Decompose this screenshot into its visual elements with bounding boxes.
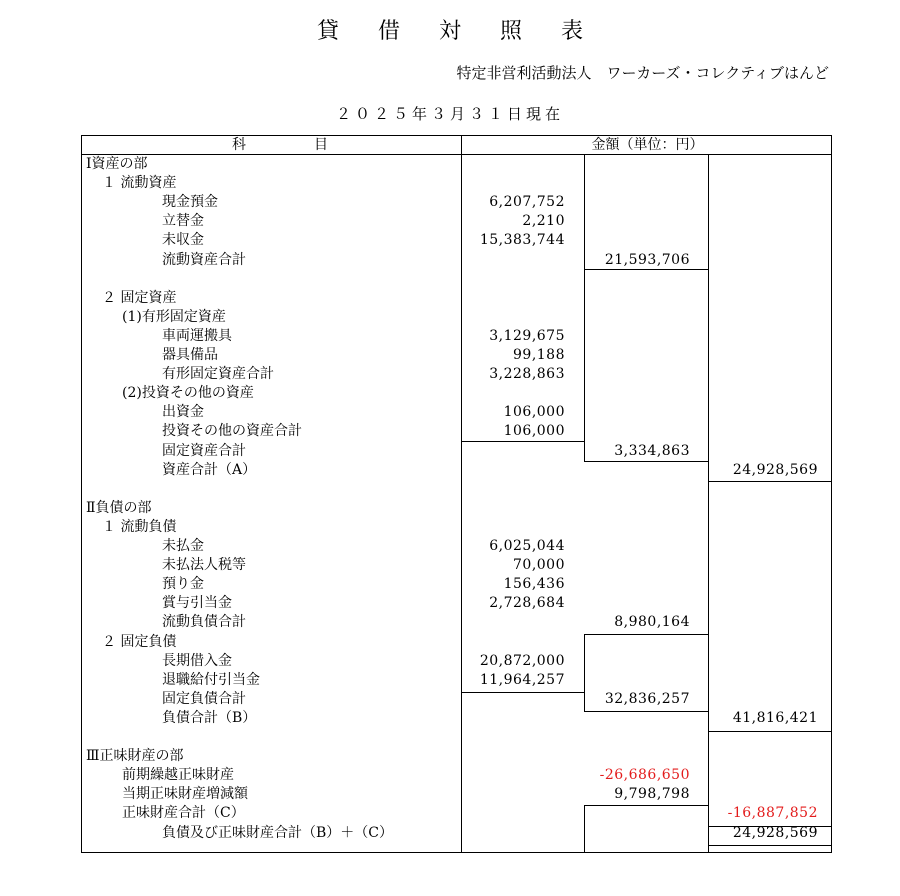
amount-c1: 156,436 (503, 576, 565, 593)
table-row (82, 308, 831, 327)
header-amount: 金額（単位：円） (591, 137, 704, 153)
amount-c3: 41,816,421 (732, 709, 818, 726)
row-label: 未払法人税等 (162, 557, 246, 574)
as-of-date: ２０２５年３月３１日現在 (335, 105, 564, 123)
row-label: 投資その他の資産合計 (162, 423, 302, 440)
header-subject-char-1: 科 (232, 137, 246, 153)
amount-c2: 9,798,798 (614, 786, 690, 803)
row-label: (1)有形固定資産 (122, 308, 226, 325)
row-label: ２ 固定負債 (102, 633, 177, 650)
row-label: 未払金 (162, 538, 204, 554)
row-label: 固定資産合計 (162, 442, 246, 459)
row-label: Ⅲ正味財産の部 (86, 748, 184, 765)
table-row (82, 346, 831, 365)
amount-c2: 32,836,257 (604, 690, 690, 707)
table-row (82, 824, 831, 843)
row-label: 負債合計（B） (162, 709, 257, 726)
table-row (82, 480, 831, 499)
table-row (82, 747, 831, 766)
table-row (82, 403, 831, 422)
table-row (82, 633, 831, 652)
row-label: 車両運搬具 (162, 327, 232, 344)
table-row (82, 709, 831, 728)
table-row (82, 804, 831, 823)
balance-sheet-table (81, 135, 832, 853)
amount-c1: 20,872,000 (479, 652, 565, 669)
row-label: Ⅰ資産の部 (86, 156, 148, 172)
row-label: 現金預金 (162, 194, 218, 211)
amount-c3: 24,928,569 (732, 461, 818, 478)
amount-c1: 3,228,863 (489, 366, 565, 383)
table-row (82, 270, 831, 289)
row-label: １ 流動負債 (102, 518, 177, 535)
row-label: 長期借入金 (162, 652, 232, 669)
table-row (82, 518, 831, 537)
table-row (82, 690, 831, 709)
row-label: 賞与引当金 (162, 595, 232, 612)
row-label: 出資金 (162, 404, 204, 421)
row-label: 器具備品 (162, 347, 218, 363)
row-label: 固定負債合計 (162, 690, 246, 707)
row-label: ２ 固定資産 (102, 289, 177, 306)
row-label: 立替金 (162, 213, 204, 230)
table-row (82, 384, 831, 403)
header-subject-char-2: 目 (314, 137, 328, 153)
amount-c1: 106,000 (503, 404, 565, 421)
amount-c3: -16,887,852 (727, 805, 818, 822)
amount-c1: 3,129,675 (489, 327, 565, 344)
row-label: 退職給付引当金 (162, 671, 260, 688)
table-row (82, 365, 831, 384)
row-label: 当期正味財産増減額 (122, 786, 248, 803)
row-label: (2)投資その他の資産 (122, 385, 254, 402)
amount-c2: 8,980,164 (614, 614, 690, 631)
table-row (82, 499, 831, 518)
row-label: 正味財産合計（C） (122, 805, 245, 822)
row-label: 流動負債合計 (162, 614, 246, 631)
amount-c1: 70,000 (513, 557, 565, 574)
table-row (82, 193, 831, 212)
table-row (82, 422, 831, 441)
table-row (82, 289, 831, 308)
amount-c1: 15,383,744 (479, 232, 565, 249)
amount-c2: -26,686,650 (599, 767, 690, 784)
table-row (82, 652, 831, 671)
table-row (82, 766, 831, 785)
table-row (82, 155, 831, 174)
table-row (82, 728, 831, 747)
table-row (82, 251, 831, 270)
organization-name: 特定非営利活動法人 ワーカーズ・コレクティブはんど (456, 64, 829, 82)
amount-c1: 6,207,752 (489, 194, 565, 211)
row-label: １ 流動資産 (102, 175, 177, 192)
header-subject (82, 136, 462, 154)
row-label: 資産合計（A） (162, 461, 257, 478)
table-row (82, 174, 831, 193)
table-row (82, 537, 831, 556)
amount-c1: 2,210 (522, 213, 565, 230)
table-row (82, 442, 831, 461)
row-label: 負債及び正味財産合計（B）＋（C） (162, 824, 393, 841)
row-label: 預り金 (162, 576, 204, 593)
amount-c1: 6,025,044 (489, 538, 565, 554)
table-row (82, 575, 831, 594)
row-label: 前期繰越正味財産 (122, 767, 234, 784)
table-row (82, 594, 831, 613)
amount-c2: 3,334,863 (614, 442, 690, 459)
row-label: 有形固定資産合計 (162, 366, 274, 383)
table-row (82, 785, 831, 804)
amount-c3: 24,928,569 (732, 824, 818, 841)
row-label: Ⅱ負債の部 (86, 499, 152, 516)
table-row (82, 556, 831, 575)
table-row (82, 671, 831, 690)
amount-c1: 99,188 (513, 347, 565, 363)
rule-grand-total-double (708, 845, 832, 846)
amount-c1: 2,728,684 (489, 595, 565, 612)
amount-c1: 106,000 (503, 423, 565, 440)
table-row (82, 613, 831, 632)
table-row (82, 461, 831, 480)
amount-c1: 11,964,257 (479, 671, 565, 688)
table-row (82, 212, 831, 231)
amount-c2: 21,593,706 (604, 251, 690, 268)
table-row (82, 327, 831, 346)
document-title: 貸 借 対 照 表 (317, 19, 599, 44)
table-row (82, 231, 831, 250)
table-header (82, 136, 831, 155)
row-label: 未収金 (162, 232, 204, 249)
row-label: 流動資産合計 (162, 251, 246, 268)
